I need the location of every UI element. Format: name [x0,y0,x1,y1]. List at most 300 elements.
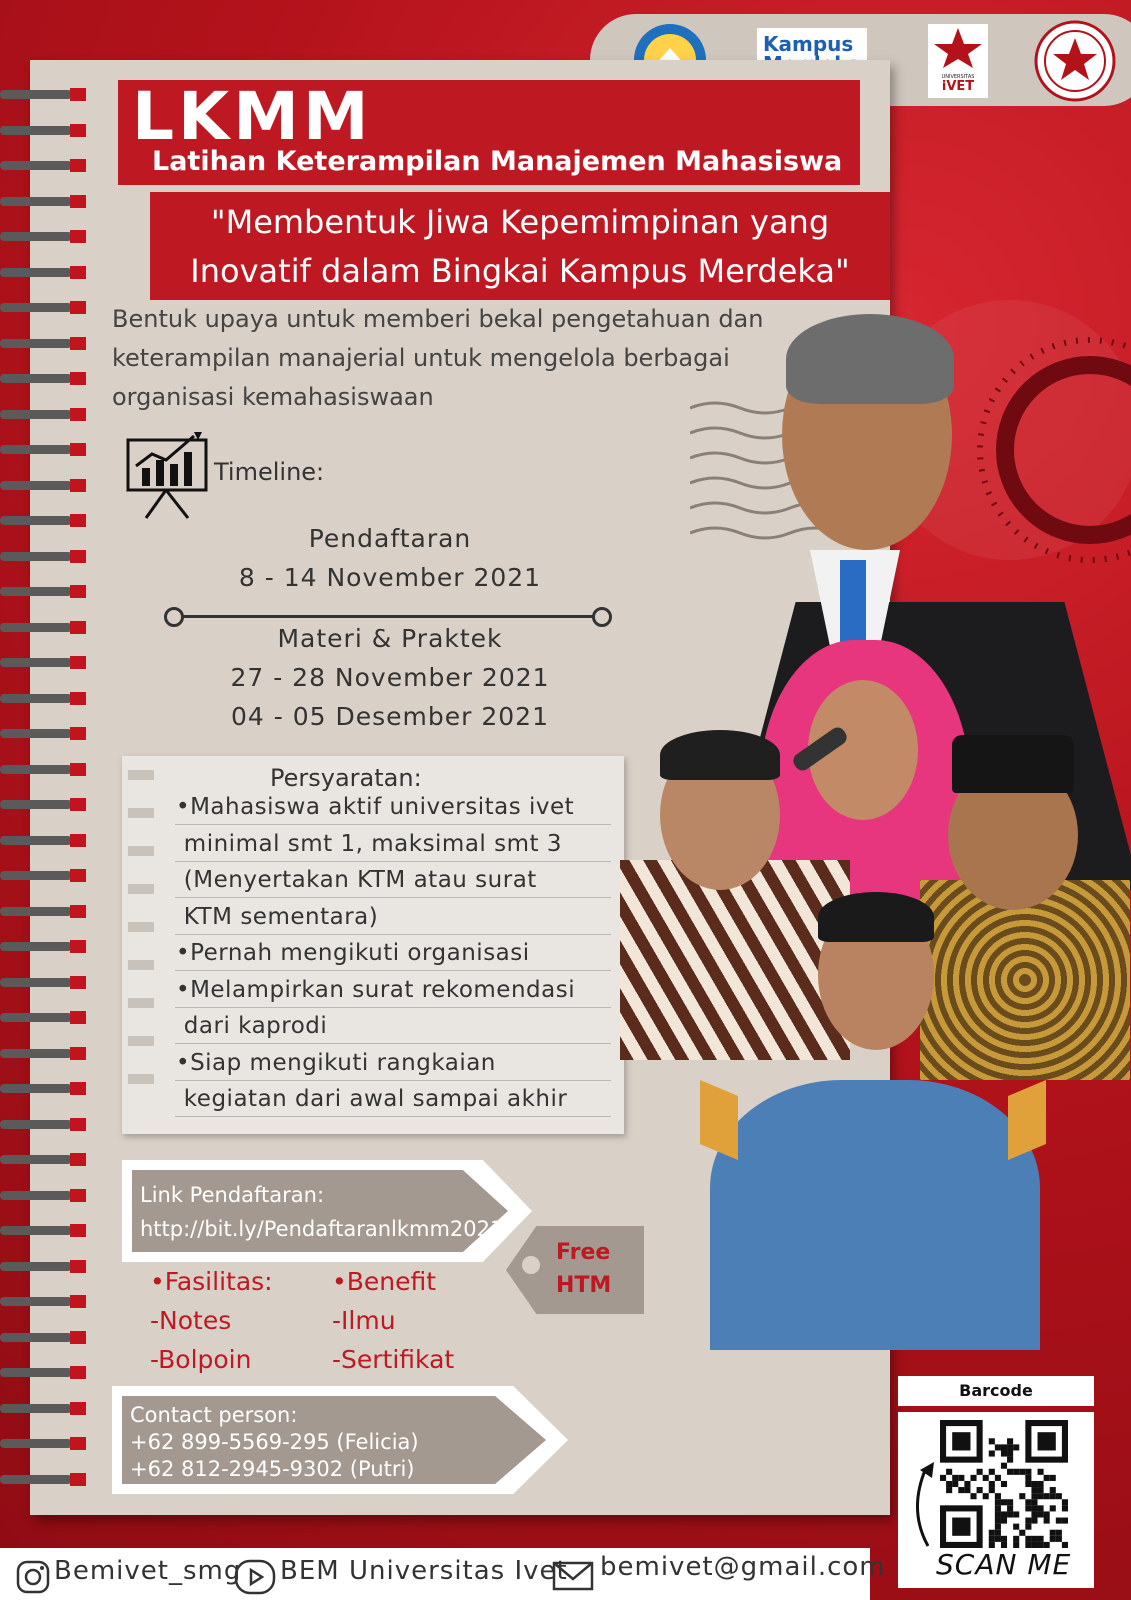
ring-wire [0,1439,72,1448]
bem-seal-logo [1034,20,1116,102]
binding-ring [0,907,90,916]
qr-module [946,1469,952,1475]
qr-module [1038,1493,1044,1499]
requirement-line: •Melampirkan surat rekomendasi [176,976,576,1003]
binding-ring [0,1475,90,1484]
curved-arrow-icon [904,1460,938,1550]
qr-module [977,1487,983,1493]
qr-module [1031,1493,1037,1499]
speaker-3-hair [660,730,780,780]
free-htm-text [556,1236,611,1302]
qr-module [1056,1536,1062,1542]
ring-wire [0,623,72,632]
timeline-label: Timeline: [214,458,325,486]
note-tear-mark [128,998,154,1008]
ring-wire [0,339,72,348]
binding-ring [0,729,90,738]
binding-ring [0,1155,90,1164]
qr-module [1056,1518,1062,1524]
qr-module [958,1487,964,1493]
rank-patch-left [700,1080,738,1160]
ring-wire [0,232,72,241]
qr-module [1062,1499,1068,1505]
requirement-line: kegiatan dari awal sampai akhir [176,1086,568,1112]
qr-module [1050,1487,1056,1493]
ring-wire [0,516,72,525]
qr-module [983,1475,989,1481]
requirement-line: •Pernah mengikuti organisasi [176,940,530,966]
binding-ring [0,161,90,170]
binding-ring [0,1191,90,1200]
note-tear-mark [128,770,154,780]
qr-module [1044,1511,1050,1517]
qr-module [995,1499,1001,1505]
qr-module [989,1530,995,1536]
ring-wire [0,1049,72,1058]
qr-module [1031,1505,1037,1511]
ring-wire [0,1084,72,1093]
note-rule-line [175,861,611,862]
note-rule-line [175,1043,611,1044]
qr-module [995,1524,1001,1530]
ring-wire [0,374,72,383]
ring-wire [0,1404,72,1413]
qr-module [1001,1444,1007,1450]
ring-wire [0,552,72,561]
speaker-4-peci [952,735,1074,793]
ring-wire [0,765,72,774]
note-rule-line [175,970,611,971]
ring-hole [70,1473,86,1486]
note-tear-mark [128,1036,154,1046]
qr-finder [1038,1432,1056,1450]
ring-wire [0,1155,72,1164]
speaker-3-batik [620,860,850,1060]
ring-hole [70,1224,86,1237]
facilities-list [150,1262,273,1379]
qr-module [995,1493,1001,1499]
qr-module [1062,1505,1068,1511]
quote-line-1: "Membentuk Jiwa Kepemimpinan yang [210,203,830,241]
free-label: Free [556,1240,611,1265]
ivet-star-icon [928,24,988,70]
qr-module [1031,1536,1037,1542]
ring-wire [0,1368,72,1377]
qr-module [989,1450,995,1456]
ring-hole [70,621,86,634]
speaker-1-hair [786,314,954,404]
ring-hole [70,372,86,385]
qr-module [1031,1518,1037,1524]
qr-module [1001,1463,1007,1469]
qr-module [1019,1469,1025,1475]
quote-line-2: Inovatif dalam Bingkai Kampus Merdeka" [190,252,850,290]
qr-module [1001,1450,1007,1456]
qr-module [1050,1475,1056,1481]
binding-ring [0,197,90,206]
qr-module [970,1493,976,1499]
speaker-5-uniform [710,1080,1040,1350]
qr-module [1007,1505,1013,1511]
qr-module [1007,1438,1013,1444]
qr-module [964,1487,970,1493]
qr-module [1007,1444,1013,1450]
facility-item: -Bolpoin [150,1345,252,1374]
ring-wire [0,90,72,99]
ring-wire [0,303,72,312]
timeline-line [172,615,602,618]
benefit-item: -Sertifikat [332,1345,455,1374]
ivet-small-text: UNIVERSITAS [941,74,975,80]
binding-ring [0,1120,90,1129]
ring-hole [70,1331,86,1344]
ring-hole [70,266,86,279]
scan-me-text: SCAN ME [936,1548,1072,1581]
ring-hole [70,1011,86,1024]
ring-hole [70,1047,86,1060]
qr-module [995,1530,1001,1536]
requirements-title: Persyaratan: [270,764,422,792]
qr-module [1050,1493,1056,1499]
ring-wire [0,1226,72,1235]
ring-wire [0,658,72,667]
qr-module [989,1487,995,1493]
note-rule-line [175,897,611,898]
qr-module [1007,1450,1013,1456]
ring-hole [70,869,86,882]
facilities-title: •Fasilitas: [150,1267,273,1296]
ring-wire [0,800,72,809]
binding-ring [0,942,90,951]
qr-module [995,1536,1001,1542]
speaker-4-batik [920,880,1130,1080]
note-tear-mark [128,960,154,970]
ring-wire [0,1262,72,1271]
binding-ring [0,126,90,135]
qr-module [995,1518,1001,1524]
qr-module [1044,1518,1050,1524]
ring-hole [70,798,86,811]
binding-ring [0,587,90,596]
ring-hole [70,408,86,421]
ring-wire [0,871,72,880]
rank-patch-right [1008,1080,1046,1160]
qr-module [1031,1481,1037,1487]
qr-module [1044,1493,1050,1499]
requirement-line: minimal smt 1, maksimal smt 3 [176,830,562,857]
qr-module [1013,1511,1019,1517]
qr-module [1056,1493,1062,1499]
binding-ring [0,623,90,632]
ring-wire [0,942,72,951]
ring-hole [70,976,86,989]
ring-wire [0,126,72,135]
benefits-list [332,1262,454,1379]
chart-presentation-icon [124,430,212,520]
ring-wire [0,836,72,845]
qr-module [1031,1487,1037,1493]
intro-paragraph [112,300,772,417]
contact-info [130,1402,419,1483]
qr-module [1025,1481,1031,1487]
registration-link-url[interactable]: http://bit.ly/Pendaftaranlkmm2021 [140,1217,504,1241]
binding-ring [0,268,90,277]
ring-wire [0,1475,72,1484]
requirement-line: (Menyertakan KTM atau surat [176,867,537,893]
registration-stage-date: 8 - 14 November 2021 [238,563,542,592]
qr-module [1007,1511,1013,1517]
youtube-channel[interactable]: BEM Universitas Ivet [280,1556,568,1586]
ring-wire [0,694,72,703]
facility-item: -Notes [150,1306,232,1335]
qr-module [1031,1511,1037,1517]
qr-module [989,1438,995,1444]
ring-wire [0,907,72,916]
qr-module [1050,1530,1056,1536]
intro-line-2: keterampilan manajerial untuk mengelola berbagai [112,344,730,372]
qr-module [989,1469,995,1475]
qr-module [989,1536,995,1542]
qr-module [1031,1499,1037,1505]
ring-hole [70,1082,86,1095]
event-subtitle: Latihan Keterampilan Manajemen Mahasiswa [152,146,843,177]
qr-module [1019,1530,1025,1536]
ring-hole [70,834,86,847]
registration-link[interactable] [140,1178,503,1246]
material-stage-date-2: 04 - 05 Desember 2021 [231,702,549,731]
note-tear-mark [128,922,154,932]
ring-wire [0,1191,72,1200]
registration-stage-title: Pendaftaran [308,524,472,553]
qr-module [995,1505,1001,1511]
requirement-line: dari kaprodi [176,1013,328,1039]
qr-module [946,1481,952,1487]
qr-module [1050,1536,1056,1542]
qr-module [1025,1524,1031,1530]
intro-line-3: organisasi kemahasiswaan [112,383,434,411]
qr-module [958,1475,964,1481]
ring-wire [0,481,72,490]
binding-ring [0,1013,90,1022]
ring-hole [70,1402,86,1415]
ring-hole [70,763,86,776]
binding-ring [0,871,90,880]
ivet-name: iVET [941,79,975,94]
qr-module [1038,1505,1044,1511]
binding-ring [0,836,90,845]
ring-hole [70,1295,86,1308]
qr-module [1025,1518,1031,1524]
qr-module [1038,1536,1044,1542]
contact-email[interactable]: bemivet@gmail.com [600,1552,886,1582]
binding-ring [0,481,90,490]
qr-module [952,1481,958,1487]
qr-module [1013,1524,1019,1530]
qr-module [1038,1487,1044,1493]
qr-module [1025,1499,1031,1505]
ring-hole [70,337,86,350]
instagram-handle[interactable]: Bemivet_smg [54,1556,242,1586]
note-tear-mark [128,1074,154,1084]
binding-ring [0,232,90,241]
speakers-photo [690,320,1131,1350]
ring-wire [0,978,72,987]
qr-module [995,1444,1001,1450]
qr-module [1044,1475,1050,1481]
ring-wire [0,161,72,170]
binding-ring [0,658,90,667]
material-stage-date-1: 27 - 28 November 2021 [230,663,550,692]
qr-module [1062,1518,1068,1524]
ring-hole [70,159,86,172]
ring-hole [70,905,86,918]
material-stage-title: Materi & Praktek [277,624,503,653]
binding-ring [0,1262,90,1271]
binding-ring [0,410,90,419]
kampus-merdeka-text-1: Kampus [763,32,854,56]
qr-module [989,1481,995,1487]
event-title: LKMM [132,78,373,155]
qr-module [1013,1536,1019,1542]
qr-module [1013,1469,1019,1475]
binding-ring [0,765,90,774]
binding-ring [0,552,90,561]
ring-wire [0,1297,72,1306]
ring-hole [70,514,86,527]
note-tear-mark [128,846,154,856]
qr-finder [952,1518,970,1536]
note-rule-line [175,1116,611,1117]
binding-ring [0,1049,90,1058]
binding-ring [0,445,90,454]
binding-ring [0,90,90,99]
qr-module [946,1487,952,1493]
ring-hole [70,1260,86,1273]
qr-label: Barcode [898,1376,1094,1406]
qr-module [983,1493,989,1499]
qr-module [1001,1536,1007,1542]
binding-ring [0,516,90,525]
contact-phone-putri[interactable]: +62 812-2945-9302 (Putri) [130,1457,415,1481]
binding-ring [0,1333,90,1342]
binding-ring [0,1226,90,1235]
ring-hole [70,1189,86,1202]
qr-module [1025,1505,1031,1511]
qr-module [1050,1505,1056,1511]
ring-hole [70,1366,86,1379]
qr-module [1038,1469,1044,1475]
mail-icon [552,1560,594,1592]
qr-module [1056,1530,1062,1536]
ring-hole [70,88,86,101]
ring-hole [70,550,86,563]
requirement-line: •Mahasiswa aktif universitas ivet [176,794,575,820]
qr-module [1038,1511,1044,1517]
ring-wire [0,197,72,206]
ring-hole [70,585,86,598]
qr-module [995,1511,1001,1517]
ring-hole [70,195,86,208]
ring-hole [70,656,86,669]
qr-module [1038,1481,1044,1487]
binding-ring [0,694,90,703]
instagram-icon [16,1560,50,1594]
benefits-title: •Benefit [332,1267,437,1296]
theme-quote [150,198,890,296]
binding-ring [0,339,90,348]
qr-module [1001,1511,1007,1517]
qr-module [1007,1469,1013,1475]
qr-finder [952,1432,970,1450]
qr-module [1001,1481,1007,1487]
ring-wire [0,445,72,454]
qr-module [995,1475,1001,1481]
ring-hole [70,479,86,492]
binding-ring [0,1439,90,1448]
qr-module [940,1475,946,1481]
ring-hole [70,124,86,137]
qr-module [1025,1536,1031,1542]
note-rule-line [175,1007,611,1008]
ring-hole [70,1437,86,1450]
ring-hole [70,940,86,953]
contact-label: Contact person: [130,1403,298,1427]
requirement-line: •Siap mengikuti rangkaian [176,1049,496,1076]
qr-module [1019,1493,1025,1499]
qr-module [1001,1518,1007,1524]
qr-module [1013,1444,1019,1450]
qr-code-icon[interactable] [940,1420,1068,1548]
binding-ring [0,374,90,383]
ring-hole [70,230,86,243]
contact-phone-felicia[interactable]: +62 899-5569-295 (Felicia) [130,1430,419,1454]
qr-module [1025,1475,1031,1481]
tag-hole [522,1256,540,1274]
htm-label: HTM [556,1273,612,1298]
benefit-item: -Ilmu [332,1306,396,1335]
qr-module [1007,1499,1013,1505]
ring-hole [70,1118,86,1131]
qr-module [952,1475,958,1481]
intro-line-1: Bentuk upaya untuk memberi bekal pengetahuan dan [112,305,764,333]
ivet-logo [928,24,988,98]
note-rule-line [175,824,611,825]
ring-wire [0,729,72,738]
ring-wire [0,1013,72,1022]
qr-module [1007,1457,1013,1463]
qr-module [1001,1499,1007,1505]
qr-module [964,1481,970,1487]
qr-module [1025,1469,1031,1475]
ring-hole [70,301,86,314]
ring-hole [70,727,86,740]
binding-ring [0,800,90,809]
binding-ring [0,1297,90,1306]
ring-wire [0,587,72,596]
ring-wire [0,268,72,277]
ring-hole [70,1153,86,1166]
binding-ring [0,1404,90,1413]
registration-link-label: Link Pendaftaran: [140,1183,325,1207]
ring-hole [70,443,86,456]
binding-ring [0,303,90,312]
note-rule-line [175,934,611,935]
binding-ring [0,978,90,987]
ring-wire [0,1120,72,1129]
ring-wire [0,1333,72,1342]
ring-wire [0,410,72,419]
binding-ring [0,1084,90,1093]
